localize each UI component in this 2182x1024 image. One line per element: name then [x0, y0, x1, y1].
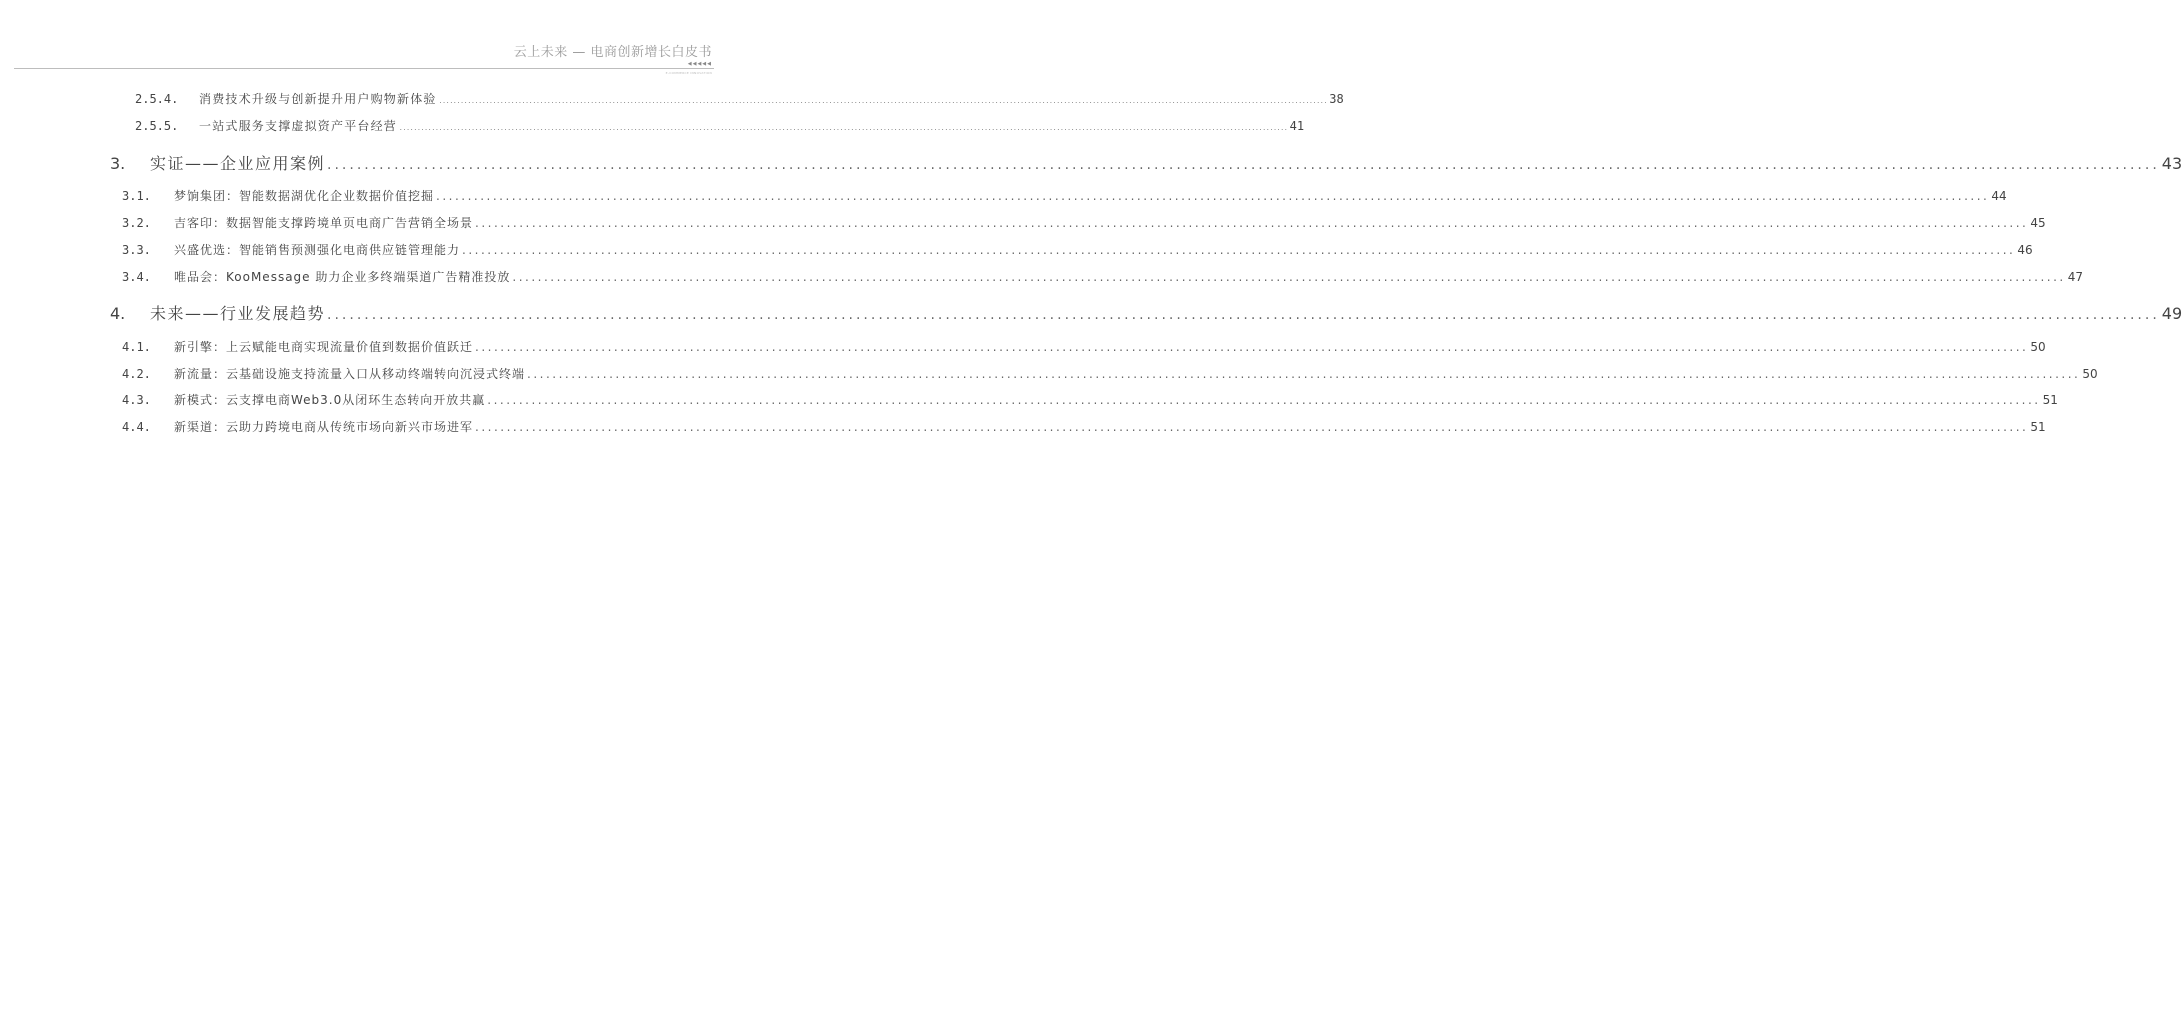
toc-page-number: 38 [1329, 92, 1344, 106]
toc-leader-dots: ...................................................................................................................................................................................................................................................... [327, 157, 2160, 173]
toc-page-number: 51 [2042, 393, 2058, 407]
toc-leader-dots: ...................................................................................................................................................................................................................................................... [527, 367, 2081, 381]
toc-entry-3-1[interactable] [122, 187, 2007, 204]
toc-entry-title: 梦饷集团：智能数据湖优化企业数据价值挖掘 [174, 189, 435, 203]
toc-leader-dots: ...................................................................................................................................................................................................................................................... [475, 216, 2029, 230]
header-divider [14, 68, 714, 69]
toc-page-number: 51 [2030, 420, 2046, 434]
toc-page-number: 50 [2082, 367, 2098, 381]
toc-leader-dots: ...................................................................................................................................................................................................................................................... [475, 340, 2029, 354]
toc-chapter-3[interactable] [110, 151, 2182, 174]
toc-chapter-number: 3. [110, 154, 126, 173]
toc-entry-number: 4.3. [122, 393, 151, 407]
toc-entry-title: 新渠道：云助力跨境电商从传统市场向新兴市场进军 [174, 420, 474, 434]
toc-chapter-4[interactable] [110, 301, 2182, 324]
toc-leader-dots: ...................................................................................................................................................................................................................................................... [487, 393, 2041, 407]
toc-entry-title: 一站式服务支撑虚拟资产平台经营 [199, 119, 398, 133]
toc-page-number: 44 [1991, 189, 2007, 203]
toc-leader-dots: ...................................................................................................................................................................................................................................................... [438, 98, 1328, 105]
toc-page-number: 43 [2161, 154, 2182, 173]
header-subtitle: E-COMMERCE INNOVATION [665, 71, 712, 75]
toc-entry-number: 4.4. [122, 420, 151, 434]
toc-entry-number: 3.1. [122, 189, 151, 203]
toc-entry-4-3[interactable] [122, 391, 2058, 408]
toc-leader-dots: ...................................................................................................................................................................................................................................................... [512, 270, 2066, 284]
toc-entry-title: 消费技术升级与创新提升用户购物新体验 [199, 92, 437, 106]
toc-entry-title: 唯品会：KooMessage 助力企业多终端渠道广告精准投放 [174, 270, 511, 284]
toc-entry-number: 3.4. [122, 270, 151, 284]
header-title: 云上未来 — 电商创新增长白皮书 [513, 45, 712, 60]
toc-entry-number: 4.1. [122, 340, 151, 354]
toc-entry-3-3[interactable] [122, 241, 2033, 258]
toc-entry-title: 新引擎：上云赋能电商实现流量价值到数据价值跃迁 [174, 340, 474, 354]
toc-page-number: 49 [2161, 304, 2182, 323]
toc-entry-2-5-5[interactable] [135, 117, 1305, 134]
page-header [0, 0, 724, 80]
toc-entry-number: 2.5.5. [135, 119, 179, 133]
toc-entry-3-4[interactable] [122, 268, 2084, 285]
header-arrow-marks-icon: ◀◀◀◀◀ [687, 61, 712, 67]
toc-page-number: 46 [2017, 243, 2033, 257]
toc-page-number: 41 [1289, 119, 1305, 133]
toc-entry-title: 新流量：云基础设施支持流量入口从移动终端转向沉浸式终端 [174, 367, 526, 381]
toc-entry-number: 2.5.4. [135, 92, 179, 106]
toc-page-number: 50 [2030, 340, 2046, 354]
toc-entry-title: 新模式：云支撑电商Web3.0从闭环生态转向开放共赢 [174, 393, 486, 407]
toc-page-number: 47 [2067, 270, 2084, 284]
toc-entry-4-1[interactable] [122, 338, 2046, 355]
toc-chapter-number: 4. [110, 304, 126, 323]
toc-leader-dots: ...................................................................................................................................................................................................................................................... [462, 243, 2016, 257]
toc-entry-number: 3.3. [122, 243, 151, 257]
toc-entry-4-4[interactable] [122, 418, 2046, 435]
toc-entry-title: 兴盛优选：智能销售预测强化电商供应链管理能力 [174, 243, 461, 257]
toc-entry-title: 吉客印：数据智能支撑跨境单页电商广告营销全场景 [174, 216, 474, 230]
toc-entry-number: 4.2. [122, 367, 151, 381]
toc-chapter-title: 实证——企业应用案例 [150, 154, 326, 173]
toc-page-number: 45 [2030, 216, 2046, 230]
toc-entry-2-5-4[interactable] [135, 90, 1344, 107]
toc-leader-dots: ...................................................................................................................................................................................................................................................... [475, 420, 2029, 434]
toc-chapter-title: 未来——行业发展趋势 [150, 304, 326, 323]
toc-entry-4-2[interactable] [122, 365, 2098, 382]
toc-leader-dots: ...................................................................................................................................................................................................................................................... [399, 125, 1288, 132]
toc-entry-3-2[interactable] [122, 214, 2046, 231]
toc-leader-dots: ...................................................................................................................................................................................................................................................... [327, 307, 2160, 323]
toc-entry-number: 3.2. [122, 216, 151, 230]
toc-leader-dots: ...................................................................................................................................................................................................................................................... [436, 189, 1990, 203]
